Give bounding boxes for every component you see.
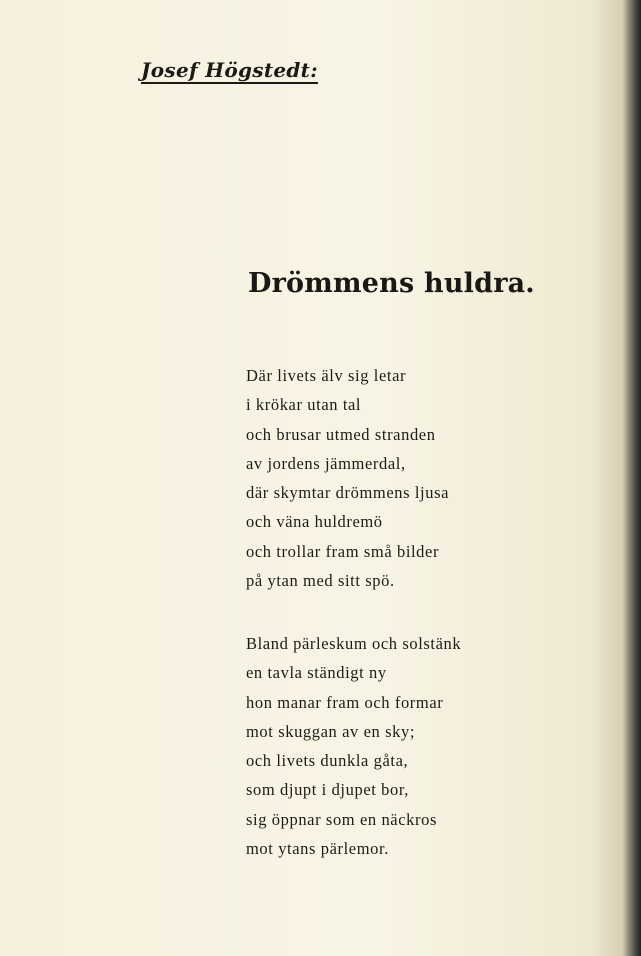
poem-title: Drömmens huldra. [248,268,535,299]
verse-line: mot ytans pärlemor. [246,839,389,859]
verse-line: hon manar fram och formar [246,692,444,712]
verse-line: i krökar utan tal [246,395,362,415]
verse-line: och brusar utmed stranden [246,424,436,444]
verse-line: och väna huldremö [246,512,383,532]
verse-line: av jordens jämmerdal, [246,453,406,473]
verse-line: och livets dunkla gåta, [246,751,409,771]
verse-line: och trollar fram små bilder [246,541,440,561]
verse-line: mot skuggan av en sky; [246,721,416,741]
author-name: Josef Högstedt: [141,58,318,82]
stanza-2 [246,629,461,863]
verse-line: en tavla ständigt ny [246,663,387,683]
verse-line: som djupt i djupet bor, [246,780,410,800]
verse-line: där skymtar drömmens ljusa [246,483,450,503]
verse-line: Där livets älv sig letar [246,366,407,385]
verse-line: sig öppnar som en näckros [246,809,437,829]
page-edge-shadow [623,0,641,956]
stanza-1 [246,361,449,595]
verse-line: på ytan med sitt spö. [246,571,395,591]
verse-line: Bland pärleskum och solstänk [246,634,462,653]
